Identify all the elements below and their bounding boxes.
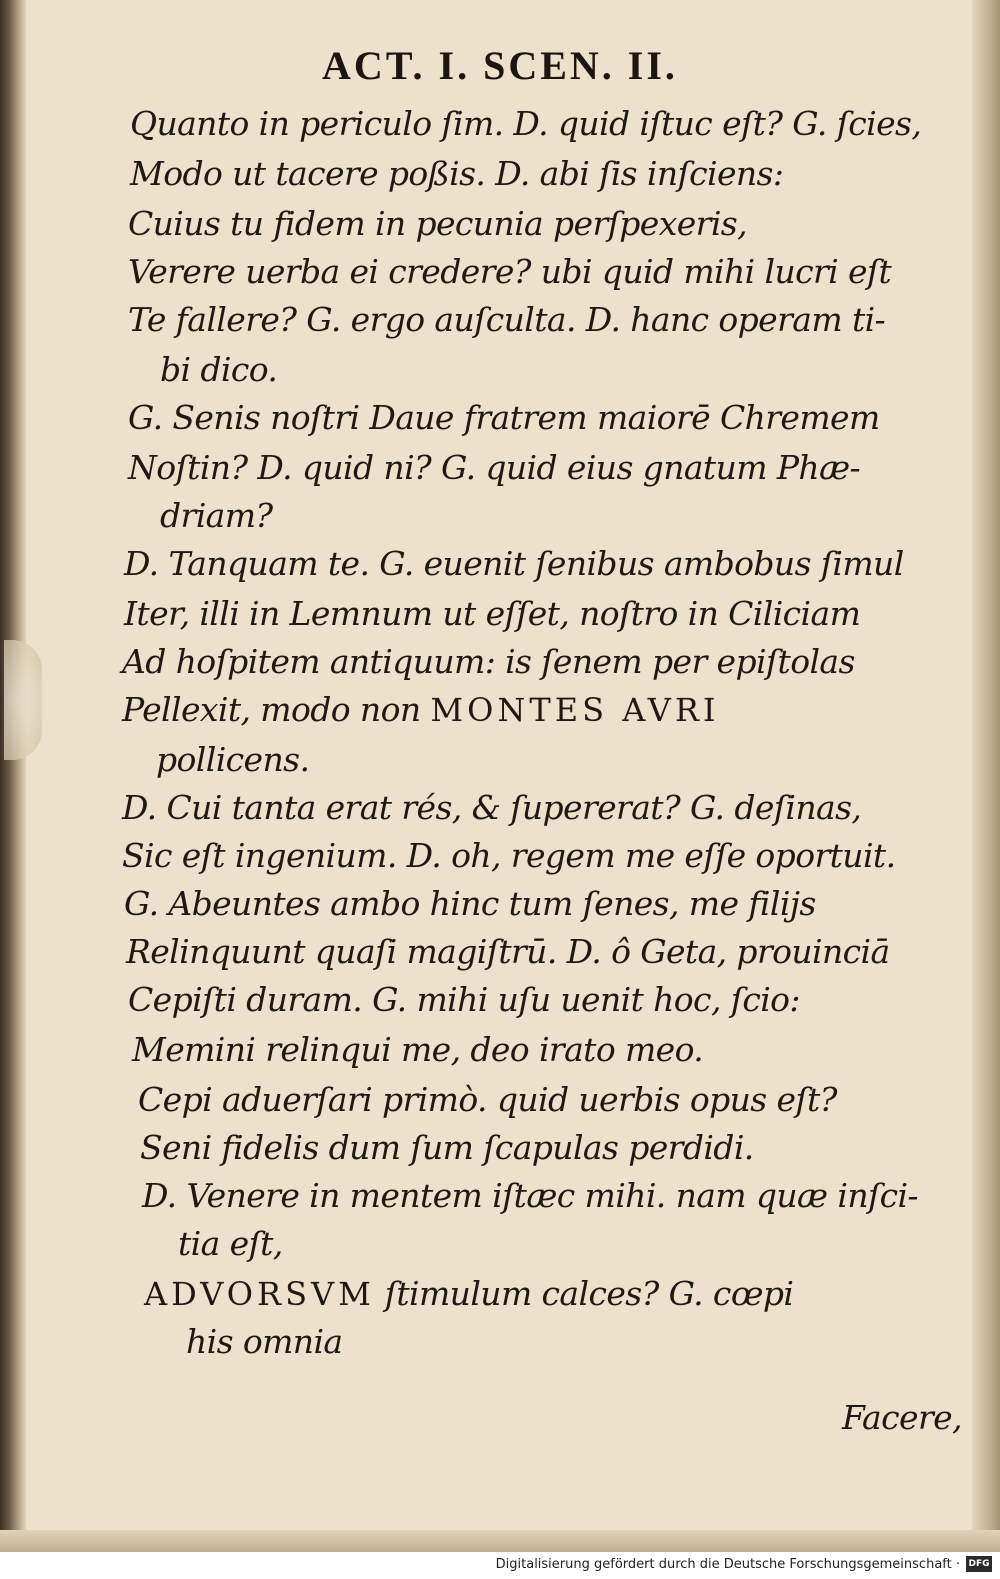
text-line: D. Tanquam te. G. euenit ſenibus ambobus ſimul <box>124 544 904 583</box>
text-line: tia eſt, <box>178 1224 283 1263</box>
capitals-phrase: ADVORSVM <box>144 1275 375 1313</box>
text-line: Cuius tu fidem in pecunia perſpexeris, <box>128 204 747 243</box>
page-gutter-shadow <box>0 0 26 1552</box>
text-line: Modo ut tacere poßis. D. abi ſis inſciens: <box>130 154 784 193</box>
text-line: driam? <box>160 496 273 535</box>
text-line: ADVORSVM ſtimulum calces? G. cœpi <box>144 1274 794 1313</box>
text-line: Seni fidelis dum ſum ſcapulas perdidi. <box>140 1128 754 1167</box>
text-line: Sic eſt ingenium. D. oh, regem me eſſe oportuit. <box>122 836 896 875</box>
text-line: G. Abeuntes ambo hinc tum ſenes, me filijs <box>124 884 816 923</box>
page-tab-mark <box>4 640 42 760</box>
text-line: pollicens. <box>156 740 310 779</box>
text-line: Pellexit, modo non MONTES AVRI <box>122 690 720 729</box>
text-line: Cepiſti duram. G. mihi uſu uenit hoc, ſcio: <box>128 980 800 1019</box>
text-line: Memini relinqui me, deo irato meo. <box>132 1030 704 1069</box>
text-line: Verere uerba ei credere? ubi quid mihi lucri eſt <box>128 252 892 291</box>
running-header: ACT. I. SCEN. II. <box>322 43 678 88</box>
text-line: Iter, illi in Lemnum ut eſſet, noſtro in Ciliciam <box>124 594 861 633</box>
capitals-phrase: MONTES AVRI <box>430 691 720 729</box>
digitization-credit: Digitalisierung gefördert durch die Deutsche Forschungsgemeinschaft · <box>495 1557 960 1572</box>
dfg-logo: DFG <box>966 1556 992 1572</box>
page-bottom-edge <box>0 1530 1000 1552</box>
text-line: Quanto in periculo ſim. D. quid iſtuc eſt? G. ſcies, <box>130 104 922 143</box>
text-line: bi dico. <box>160 350 278 389</box>
text-line: Relinquunt quaſi magiſtrū. D. ô Geta, prouinciā <box>126 932 890 971</box>
text-line: Ad hoſpitem antiquum: is ſenem per epiſtolas <box>122 642 855 681</box>
text-line: his omnia <box>186 1322 343 1361</box>
text-line: Cepi aduerſari primò. quid uerbis opus eſt? <box>138 1080 837 1119</box>
text-line: D. Venere in mentem iſtæc mihi. nam quæ inſci- <box>142 1176 918 1215</box>
catchword: Facere, <box>842 1398 962 1437</box>
page-right-edge <box>972 0 1000 1552</box>
text-line: Noſtin? D. quid ni? G. quid eius gnatum Phæ- <box>128 448 861 487</box>
text-line: D. Cui tanta erat rés, & ſupererat? G. deſinas, <box>122 788 862 827</box>
text-line: Te fallere? G. ergo auſculta. D. hanc operam ti- <box>128 300 886 339</box>
text-line: G. Senis noſtri Daue fratrem maiorē Chremem <box>128 398 880 437</box>
